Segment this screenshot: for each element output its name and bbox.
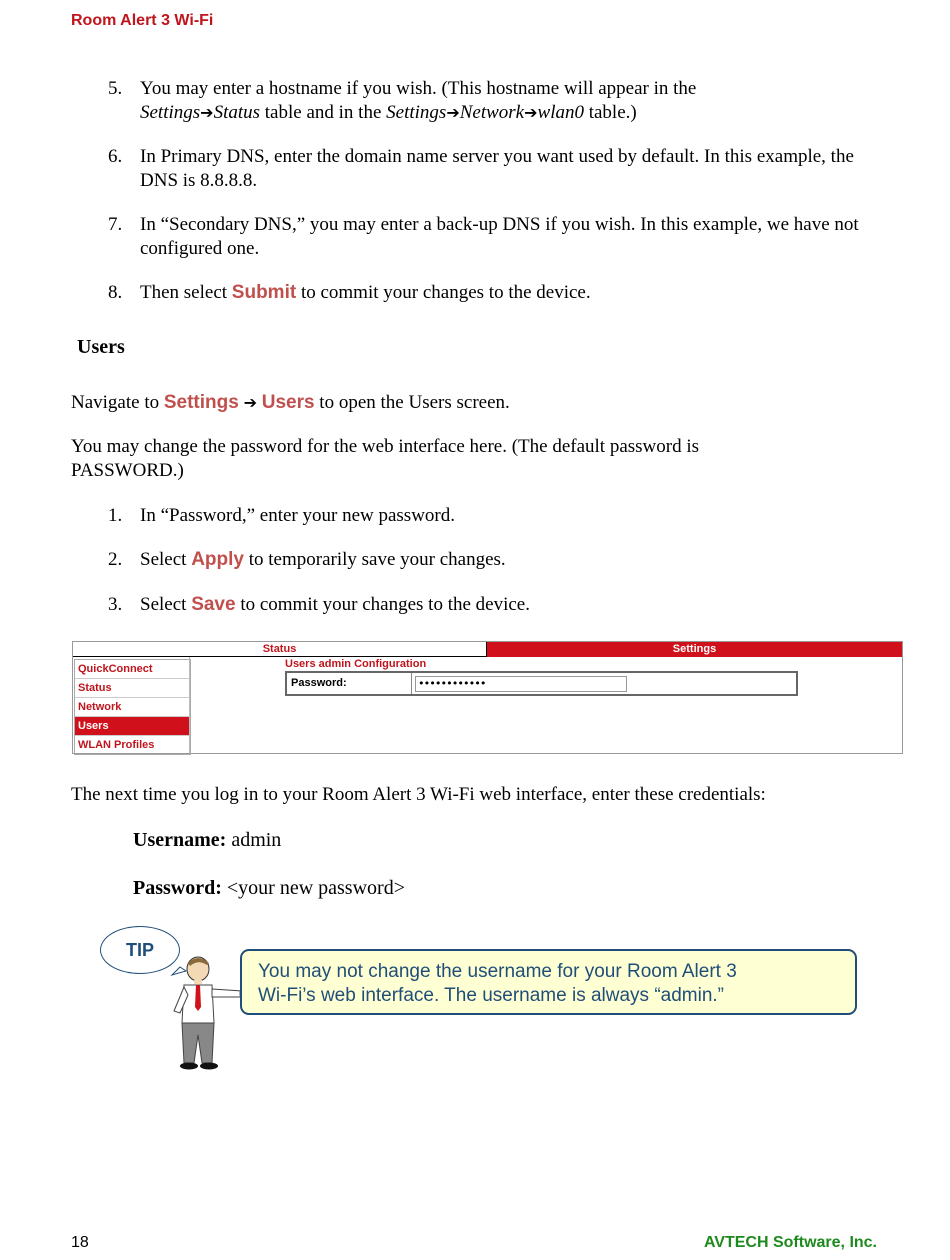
ui-sidebar (74, 659, 191, 755)
nav-pre: Navigate to (71, 392, 160, 413)
step-text: In “Secondary DNS,” you may enter a back-up DNS if you wish. In this example, we have not configured one. (140, 214, 859, 259)
ui-divider (189, 657, 190, 753)
arrow-icon: ➔ (524, 103, 538, 122)
tab-status[interactable]: Status (73, 642, 487, 657)
tip-man-icon (160, 955, 250, 1075)
path-wlan0: wlan0 (537, 102, 584, 123)
step-number: 1. (108, 505, 123, 526)
sidebar-item-network[interactable]: Network (75, 698, 190, 717)
ui-tab-bar (73, 642, 902, 657)
sidebar-item-quickconnect[interactable]: QuickConnect (75, 660, 190, 679)
page-header-title: Room Alert 3 Wi-Fi (71, 12, 214, 29)
tip-text-line1: You may not change the username for your Room Alert 3 (258, 961, 737, 982)
users-keyword: Users (261, 392, 315, 413)
tip-bubble: TIP (100, 926, 180, 974)
arrow-icon: ➔ (446, 103, 460, 122)
path-network: Network (459, 102, 525, 123)
username-credential (133, 829, 281, 852)
arrow-icon: ➔ (200, 103, 214, 122)
path-settings: Settings (140, 102, 201, 123)
step-text-mid: table and in the (264, 102, 382, 123)
credentials-intro: The next time you log in to your Room Alert 3 Wi-Fi web interface, enter these credentials: (71, 784, 766, 805)
password-label: Password: (133, 877, 222, 899)
path-settings-2: Settings (386, 102, 447, 123)
password-input[interactable]: •••••••••••• (415, 676, 627, 692)
sidebar-item-users[interactable]: Users (75, 717, 190, 736)
tip-box (240, 949, 857, 1015)
password-value: <your new password> (226, 877, 405, 899)
tip-text-line2: Wi-Fi’s web interface. The username is always “admin.” (258, 985, 725, 1006)
username-label: Username: (133, 829, 227, 851)
step-text-post: to commit your changes to the device. (240, 594, 530, 615)
nav-post: to open the Users screen. (319, 392, 510, 413)
step-number: 2. (108, 549, 123, 570)
sidebar-item-status[interactable]: Status (75, 679, 190, 698)
page-number: 18 (71, 1234, 89, 1251)
step-text-pre: Then select (140, 282, 228, 303)
path-status: Status (213, 102, 261, 123)
password-label: Password: (287, 673, 412, 694)
step-number: 8. (108, 282, 123, 303)
step-text-end: table.) (588, 102, 637, 123)
tab-settings[interactable]: Settings (487, 642, 902, 657)
step-text: In Primary DNS, enter the domain name server you want used by default. In this example, the DNS is 8.8.8.8. (140, 146, 854, 191)
settings-keyword: Settings (163, 392, 239, 413)
users-intro: You may change the password for the web interface here. (The default password is PASSWORD.) (71, 436, 700, 481)
step-text-post: to commit your changes to the device. (300, 282, 591, 303)
ui-section-title: Users admin Configuration (285, 658, 427, 670)
apply-keyword: Apply (191, 549, 244, 570)
password-credential (133, 877, 405, 900)
step-text: In “Password,” enter your new password. (140, 505, 456, 526)
users-config-screenshot (72, 641, 903, 754)
step-text-pre: Select (140, 594, 187, 615)
step-number: 6. (108, 146, 123, 167)
step-number: 3. (108, 594, 123, 615)
navigate-instruction (71, 391, 510, 415)
password-form (285, 671, 798, 696)
submit-keyword: Submit (231, 282, 297, 303)
username-value: admin (231, 829, 282, 851)
arrow-icon: ➔ (243, 393, 257, 412)
users-heading: Users (77, 336, 125, 358)
step-text-post: to temporarily save your changes. (248, 549, 506, 570)
step-number: 7. (108, 214, 123, 235)
step-number: 5. (108, 78, 123, 99)
sidebar-item-wlan-profiles[interactable]: WLAN Profiles (78, 739, 155, 751)
save-keyword: Save (191, 594, 236, 615)
step-text-pre: Select (140, 549, 187, 570)
footer-company: AVTECH Software, Inc. (703, 1234, 877, 1251)
step-text: You may enter a hostname if you wish. (This hostname will appear in the (140, 78, 697, 99)
